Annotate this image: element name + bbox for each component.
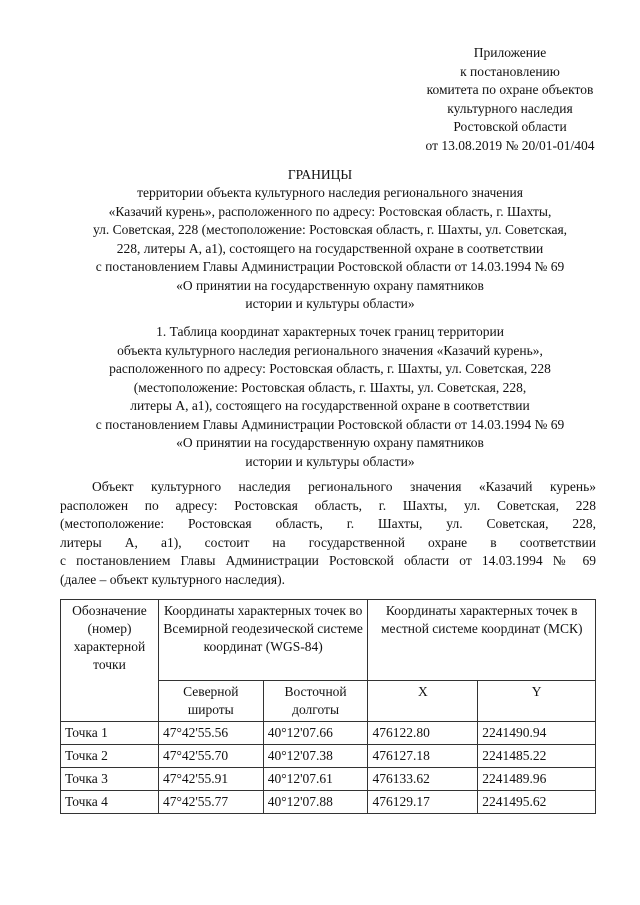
table-row <box>61 745 596 768</box>
intro-line: ул. Советская, 228 (местоположение: Ростовская область, г. Шахты, ул. Советская, <box>92 222 568 237</box>
appendix-line: культурного наследия <box>447 100 573 116</box>
document-title: ГРАНИЦЫ <box>287 167 353 182</box>
cell-east: 40°12'07.66 <box>263 722 368 745</box>
paragraph-line: литеры А, а1), состоит на государственной охране в соответствии <box>60 534 596 550</box>
cell-north: 47°42'55.70 <box>158 745 263 768</box>
table-row <box>61 722 596 745</box>
cell-north: 47°42'55.56 <box>158 722 263 745</box>
section-line: 1. Таблица координат характерных точек границ территории <box>156 324 504 339</box>
section-line: объекта культурного наследия регионального значения «Казачий курень», <box>117 342 543 358</box>
cell-east: 40°12'07.88 <box>263 791 368 814</box>
section-line: с постановлением Главы Администрации Ростовской области от 14.03.1994 № 69 <box>95 416 565 432</box>
header-y: Y <box>478 681 596 722</box>
cell-x: 476129.17 <box>368 791 478 814</box>
cell-east: 40°12'07.38 <box>263 745 368 768</box>
paragraph-line: Объект культурного наследия регионального значения «Казачий курень» <box>92 479 596 494</box>
intro-line: территории объекта культурного наследия регионального значения <box>137 185 523 200</box>
section-line: расположенного по адресу: Ростовская область, г. Шахты, ул. Советская, 228 <box>109 361 551 376</box>
appendix-line: Приложение <box>473 45 547 60</box>
paragraph-line: с постановлением Главы Администрации Ростовской области от 14.03.1994 № 69 <box>60 553 596 568</box>
cell-east: 40°12'07.61 <box>263 768 368 791</box>
table-row <box>61 791 596 814</box>
appendix-line: Ростовской области <box>453 119 567 134</box>
header-north: Северной широты <box>158 681 263 722</box>
appendix-line: комитета по охране объектов <box>426 82 594 97</box>
header-wgs: Координаты характерных точек во Всемирной геодезической системе координат (WGS-84) <box>158 600 368 681</box>
cell-point: Точка 1 <box>61 722 159 745</box>
cell-x: 476122.80 <box>368 722 478 745</box>
header-point: Обозначение (номер) характерной точки <box>61 600 159 722</box>
appendix-line: к постановлению <box>460 63 560 79</box>
cell-north: 47°42'55.91 <box>158 768 263 791</box>
coordinates-table <box>60 599 596 814</box>
cell-y: 2241485.22 <box>478 745 596 768</box>
intro-block <box>52 184 608 314</box>
intro-line: «Казачий курень», расположенного по адресу: Ростовская область, г. Шахты, <box>108 203 552 219</box>
cell-y: 2241490.94 <box>478 722 596 745</box>
intro-line: 228, литеры А, а1), состоящего на государственной охране в соответствии <box>116 240 544 256</box>
cell-point: Точка 4 <box>61 791 159 814</box>
section-line: истории и культуры области» <box>245 453 415 469</box>
intro-line: с постановлением Главы Администрации Ростовской области от 14.03.1994 № 69 <box>95 259 565 274</box>
cell-north: 47°42'55.77 <box>158 791 263 814</box>
cell-x: 476127.18 <box>368 745 478 768</box>
cell-y: 2241489.96 <box>478 768 596 791</box>
cell-point: Точка 3 <box>61 768 159 791</box>
header-x: X <box>368 681 478 722</box>
section-line: литеры А, а1), состоящего на государственной охране в соответствии <box>130 398 530 413</box>
object-description-paragraph <box>60 478 596 589</box>
appendix-header <box>380 44 640 155</box>
header-msk: Координаты характерных точек в местной системе координат (МСК) <box>368 600 596 681</box>
cell-y: 2241495.62 <box>478 791 596 814</box>
table-header-row <box>61 600 596 681</box>
cell-point: Точка 2 <box>61 745 159 768</box>
section-line: (местоположение: Ростовская область, г. Шахты, ул. Советская, 228, <box>133 379 527 395</box>
cell-x: 476133.62 <box>368 768 478 791</box>
header-east: Восточной долготы <box>263 681 368 722</box>
paragraph-line: (местоположение: Ростовская область, г. Шахты, ул. Советская, 228, <box>60 516 596 531</box>
table-row <box>61 768 596 791</box>
section-heading <box>52 323 608 471</box>
appendix-line: от 13.08.2019 № 20/01-01/404 <box>425 137 595 153</box>
section-line: «О принятии на государственную охрану памятников <box>176 435 484 450</box>
paragraph-line: расположен по адресу: Ростовская область, г. Шахты, ул. Советская, 228 <box>60 497 596 513</box>
intro-line: «О принятии на государственную охрану памятников <box>176 277 484 293</box>
paragraph-line: (далее – объект культурного наследия). <box>60 571 285 587</box>
intro-line: истории и культуры области» <box>245 296 415 311</box>
